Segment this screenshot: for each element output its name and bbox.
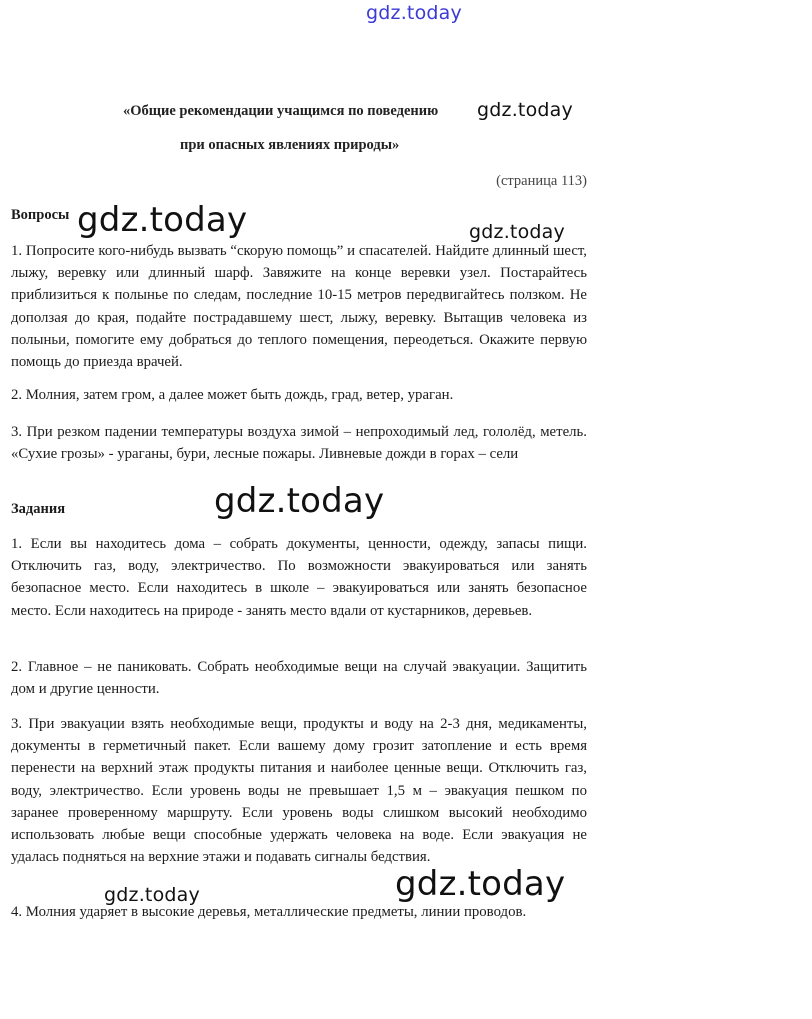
task-answer-1: 1. Если вы находитесь дома – собрать документы, ценности, одежду, запасы пищи. Отключить газ, воду, электричество. По возможности эвакуироваться или занять безопасное место. Если находитесь в школе – эвакуироваться или занять безопасное место. Если находитесь на природе - занять место вдали от кустарников, деревьев.: [11, 536, 587, 619]
question-answer-1: 1. Попросите кого-нибудь вызвать “скорую помощь” и спасателей. Найдите длинный шест, лыжу, веревку или длинный шарф. Завяжите на конце веревки узел. Постарайтесь приблизиться к полынье по следам, последние 10-15 метров передвигайтесь ползком. Не доползая до края, подайте пострадавшему шест, лыжу, веревку. Вытащив человека из полыньи, помогите ему добраться до теплого помещения, переодеться. Окажите первую помощь до приезда врачей.: [11, 243, 587, 371]
watermark-overlay: gdz.today: [395, 864, 566, 904]
question-answer-3: 3. При резком падении температуры воздуха зимой – непроходимый лед, гололёд, метель. «Сухие грозы» - ураганы, бури, лесные пожары. Ливневые дожди в горах – сели: [11, 424, 587, 463]
page-reference: (страница 113): [496, 173, 587, 189]
task-answer-2: 2. Главное – не паниковать. Собрать необходимые вещи на случай эвакуации. Защитить дом и другие ценности.: [11, 659, 587, 698]
watermark-overlay: gdz.today: [104, 884, 200, 906]
task-answer-4: 4. Молния ударяет в высокие деревья, металлические предметы, линии проводов.: [11, 904, 527, 920]
task-answer-3: 3. При эвакуации взять необходимые вещи, продукты и воду на 2-3 дня, медикаменты, документы в герметичный пакет. Если вашему дому грозит затопление и есть время перенести на верхний этаж продукты питания и наиболее ценные вещи. Отключить газ, воду, электричество. Если уровень воды не превышает 1,5 м – эвакуация пешком по заранее проверенному маршруту. Если уровень воды слишком высокий необходимо использовать любые вещи способные удержать человека на воде. Если эвакуация не удалась подняться на верхние этажи и подавать сигналы бедствия.: [11, 716, 587, 866]
watermark-overlay: gdz.today: [477, 99, 573, 121]
document-title-line2: при опасных явлениях природы»: [180, 137, 400, 153]
watermark-top[interactable]: gdz.today: [366, 2, 462, 24]
watermark-overlay: gdz.today: [469, 221, 565, 243]
questions-heading: Вопросы: [11, 207, 70, 223]
watermark-overlay: gdz.today: [214, 481, 385, 521]
watermark-overlay: gdz.today: [77, 200, 248, 240]
question-answer-2: 2. Молния, затем гром, а далее может быть дождь, град, ветер, ураган.: [11, 387, 454, 403]
document-title-line1: «Общие рекомендации учащимся по поведению: [123, 103, 439, 119]
tasks-heading: Задания: [11, 501, 66, 517]
